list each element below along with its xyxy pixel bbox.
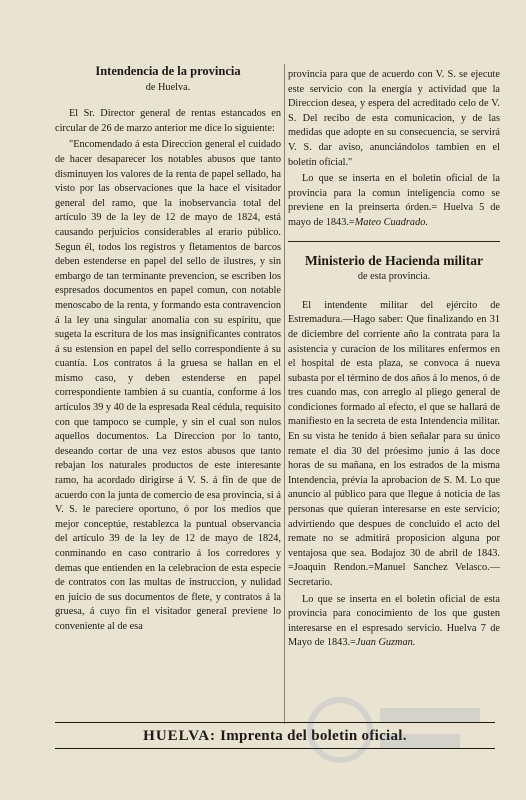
section-header-hacienda: [288, 241, 500, 285]
paragraph: provincia para que de acuerdo con V. S. se ejecute este servicio con la energía y actividad que la Direccion desea, y espera del acreditado celo de V. S. Del recibo de esta comunicacion, y de las medidas que adopte en su consecuencia, se servirá V. S. dar aviso, anunciándolos tambien en el boletín oficial.": [288, 69, 500, 168]
paragraph: [288, 172, 500, 230]
watermark-logo: [300, 690, 490, 770]
section-title-hacienda: Ministerio de Hacienda militar: [304, 252, 484, 268]
paragraph: "Encomendado á esta Direccion general el cuidado de hacer desaparecer los notables abusos que tanto disminuyen los valores de la renta de papel sellado, ha visto por las observaciones que la hace el visitador general del ramo, que la inobservancia total del artículo 39 de la ley de 12 de mayo de 1824, está causando perjuicios considerables al erario público. Segun él, todos los registros y fletamentos de barcos deben estenderse en papel del sello de ilustres, y sin embargo de tan terminante prevencion, se escriben los espresados documentos en papel comun, con notable menoscabo de la renta, y formando esta contravencion á la ley una singular anomalía con su espíritu, que sugeta la escritura de los mas insignificantes contratos á su estension en papel del sello correspondiente á su cuantía. Los contratos á la gruesa se hallan en el mismo caso, y deben estenderse en papel correspondiente tambien á su cuantía, conforme á los artículos 39 y 40 de la espresada Real cédula, requisito con que tampoco se cumple, y sin el cual son nulos aquellos documentos. La Direccion por lo tanto, deseando cortar de una vez estos abusos que tanto rebajan los naturales productos de este interesante ramo, ha acordado dirigirse á V. S. á fin de que de acuerdo con la junta de comercio de esa provincia, si á V. S. le pareciere oportuno, ó por los medios que mejor conceptúe, restablezca la puntual observancia del artículo 39 de la ley de 12 de mayo de 1824, conminando en caso contrario á los corredores y demas que entienden en la celebracion de esta especie de contratos con las multas de instruccion, y nulidad en juicio de sus documentos de flete, y contratos á la gruesa, á cuyo fin el visitador general previene lo conveniente al de esa: [55, 139, 281, 632]
paragraph: El intendente militar del ejército de Estremadura.—Hago saber: Que finalizando en 31 de diciembre del corriente año la contrata para la asistencia y curacion de los militares enfermos en el hospital de esta plaza, se convoca á nueva subasta por el término de dos años á lo menos, ó de tres cuando mas, con arreglo al pliego general de condiciones formado al efecto, el que se hallará de manifiesto en la secreta de esta Intendencia militar. En su vista he tenido á bien señalar para su único remate el dia 30 del próesimo junio á las doce horas de su mañana, en los estrados de la misma Intendencia, prévia la aprobacion de S. M. Lo que anuncio al público para que llegue á noticia de las personas que quieran interesarse en este servicio; advirtiendo que despues de concluido el acto del remate no se admitirá proposicion alguna por ventajosa que sea. Bodajoz 30 de abril de 1843. =Joaquin Rendon.=Manuel Sanchez Velasco.—Secretario.: [288, 299, 500, 588]
signature: Mateo Cuadrado.: [354, 216, 428, 228]
paragraph: [288, 593, 500, 651]
left-column: [55, 64, 281, 637]
imprint-place: HUELVA:: [143, 728, 217, 744]
paragraph-text: Lo que se inserta en el boletin oficial de esta provincia para conocimiento de los que gusten interesarse en el espresado servicio. Huelva 7 de Mayo de 1843.=: [288, 593, 500, 649]
paragraph-text: Lo que se inserta en el boletín oficial de la provincia para la comun inteligencia como se previene en la preinserta órden.= Huelva 5 de mayo de 1843.=: [288, 173, 500, 228]
paragraph: El Sr. Director general de rentas estancados en circular de 26 de marzo anterior me dice lo siguiente:: [55, 108, 281, 134]
section-subtitle-provincia: de esta provincia.: [357, 271, 431, 283]
section-subtitle-huelva: de Huelva.: [145, 81, 191, 93]
signature: Juan Guzman.: [355, 637, 416, 649]
section-title-intendencia: Intendencia de la provincia: [95, 64, 241, 78]
column-divider: [284, 64, 285, 724]
imprint-text: Imprenta del boletin oficial.: [220, 728, 407, 744]
right-column: [288, 68, 500, 653]
